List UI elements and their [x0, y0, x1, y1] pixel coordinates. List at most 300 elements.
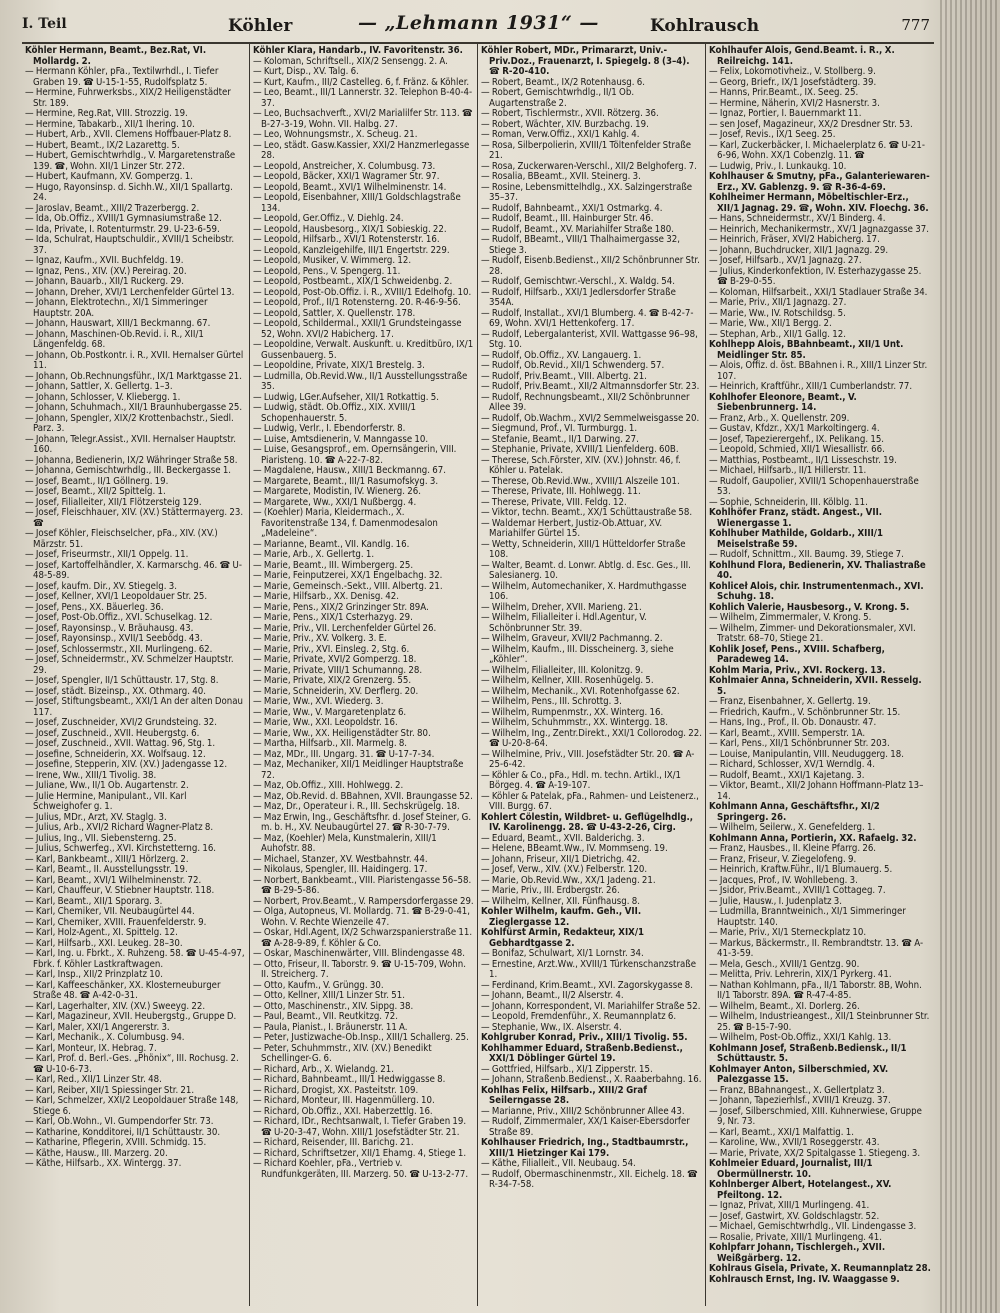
directory-entry: — Siegmund, Prof., VI. Turmburgg. 1.: [481, 423, 638, 434]
directory-entry: Kohlhuber Mathilde, Goldarb., XIII/1 Meiselstraße 59.: [709, 528, 883, 550]
directory-entry: — Johann, Beamt., II/2 Alserstr. 4.: [481, 990, 624, 1001]
directory-entry: — Leopold, Anstreicher, X. Columbusg. 73.: [253, 160, 436, 172]
directory-entry: — Karl, Maler, XXI/1 Angererstr. 3.: [25, 1021, 170, 1033]
directory-entry: — Ida, Schulrat, Hauptschuldir., XVIII/1 Scheibstr. 37.: [25, 234, 235, 256]
directory-entry: — Marie, Beamt., III. Wimbergerg. 25.: [253, 559, 414, 571]
directory-entry: — Hans, Ing., Prof., II. Ob. Donaustr. 47.: [709, 717, 877, 728]
directory-entry: — Karl, Monteur, IX. Hebrag. 7.: [25, 1042, 157, 1054]
directory-entry: — Karl, Holz-Agent., XI. Spittelg. 12.: [25, 927, 178, 938]
directory-entry: — Leopold, Schildermal., XXII/1 Grundsteingasse 52, Wohn. XVI/2 Habicherg. 17.: [253, 318, 462, 340]
directory-entry: — Rudolf, Eisenb.Bedienst., XII/2 Schönbrunner Str. 28.: [481, 255, 700, 277]
directory-entry: — Martha, Hilfsarb., XII. Marmelg. 8.: [253, 738, 408, 749]
directory-entry: Kohlfürst Armin, Redakteur, XIX/1 Gebhardtgasse 2.: [481, 927, 644, 949]
page-number: 777: [901, 16, 930, 34]
directory-entry: — Richard, Drogist, XX. Pasteitstr. 109.: [253, 1084, 419, 1096]
directory-entry: — Marie, Pens., XIX/2 Grinzinger Str. 89A.: [253, 601, 429, 613]
directory-entry: — Josef, Rayonsinsp., XVII/1 Seebödg. 43.: [25, 633, 203, 644]
directory-entry: — Johann, Ob.Postkontr. i. R., XVII. Hernalser Gürtel 11.: [25, 349, 244, 371]
directory-entry: — Wilhelm, Automechaniker, X. Hardmuthgasse 106.: [481, 580, 687, 602]
directory-entry: — Michael, Gemischtwrhdlg., VII. Lindengasse 3.: [709, 1221, 917, 1232]
directory-entry: — Melitta, Priv. Lehrerin, XIX/1 Pyrkerg. 41.: [709, 969, 892, 980]
directory-entry: — Richard, Monteur, III. Hagenmüllerg. 10.: [253, 1095, 435, 1106]
directory-entry: — Marie, Priv., XI/1 Sterneckplatz 10.: [709, 927, 867, 938]
directory-entry: Kohlgruber Konrad, Priv., XIII/1 Tivolig. 55.: [481, 1032, 688, 1043]
directory-entry: — Karl, Beamt., XXI/1 Malfattig. 1.: [709, 1126, 854, 1138]
directory-entry: — Hubert, Gemischtwrhdlg., V. Margaretenstraße 139. ☎, Wohn. XII/1 Linzer Str. 272.: [25, 150, 236, 172]
directory-entry: — Maz, (Koehler) Mela, Kunstmalerin, XIII/1 Auhofstr. 88.: [253, 832, 437, 854]
directory-entry: Kohlmaier Anna, Schneiderin, XVII. Resselg. 5.: [709, 675, 922, 697]
directory-entry: — Otto, Maschinenstr., XIV. Sippg. 38.: [253, 1000, 414, 1012]
directory-entry: — Peter, Justizwache-Ob.Insp., XIII/1 Schallerg. 25.: [253, 1032, 469, 1043]
column-2: [250, 44, 478, 1306]
directory-entry: Kohlhauser & Smutny, pFa., Galanteriewaren-Erz., XV. Gablenzg. 9. ☎ R-36-4-69.: [709, 171, 930, 193]
directory-entry: — Felix, Lokomotivheiz., V. Stollberg. 9.: [709, 66, 876, 77]
directory-entry: — Marie, Ww., XII/1 Bergg. 2.: [709, 318, 832, 329]
directory-entry: Köhler Hermann, Beamt., Bez.Rat, VI. Mollardg. 2.: [25, 45, 207, 67]
directory-entry: — Johann, Friseur, XII/1 Dietrichg. 42.: [481, 853, 641, 865]
directory-entry: — Rudolf, Priv.Beamt., XII/2 Altmannsdorfer Str. 23.: [481, 381, 700, 392]
directory-entry: — Josef, Schlossermstr., XII. Murlingeng. 62.: [25, 643, 213, 655]
directory-entry: — Franz, BBahnangest., X. Gellertplatz 3.: [709, 1084, 885, 1096]
directory-entry: — Richard, Schriftsetzer, XII/1 Ehamg. 4, Stiege 1.: [253, 1147, 467, 1159]
directory-entry: — Luise, Gesangsprof., em. Opernsängerin, VIII. Piaristeng. 10. ☎ A-22-7-82.: [253, 444, 457, 466]
directory-entry: — Karl, Schmelzer, XXI/2 Leopoldauer Straße 148, Stiege 6.: [25, 1095, 239, 1117]
directory-entry: — Leopold, Schmied, XII/1 Wiesallistr. 66.: [709, 444, 885, 455]
directory-entry: — Katharine, Pflegerin, XVIII. Schmidg. 15.: [25, 1137, 207, 1148]
directory-entry: — Hans, Schneidermstr., XV/1 Binderg. 4.: [709, 213, 886, 224]
directory-entry: — Mela, Gesch., XVIII/1 Gentzg. 90.: [709, 958, 860, 970]
directory-entry: — Marie, Ob.Revid.Ww., XX/1 Jadeng. 21.: [481, 874, 656, 886]
directory-entry: — Rudolf, Beamt., XV. Mariahilfer Straße 180.: [481, 223, 674, 235]
directory-entry: — Ludwig, Verlr., I. Ebendorferstr. 8.: [253, 423, 406, 434]
directory-entry: — Otto, Friseur, II. Taborstr. 9. ☎ U-15-709, Wohn. II. Streicherg. 7.: [253, 958, 466, 980]
directory-entry: — Wilhelm, Filialleiter, III. Kolonitzg. 9.: [481, 664, 644, 676]
directory-entry: — Johann, Korrespondent, VI. Mariahilfer Straße 52.: [481, 1000, 701, 1012]
column-4: [706, 44, 934, 1306]
directory-entry: Kohlmann Josef, Straßenb.Bediensk., II/1 Schüttaustr. 5.: [709, 1042, 907, 1064]
directory-entry: — Leopold, Postbeamt., XIX/1 Schweidenbg. 2.: [253, 276, 453, 287]
directory-entry: — Leopold, Bäcker, XXI/1 Wagramer Str. 97.: [253, 171, 440, 182]
directory-entry: — Hermine, Tabakarb., XII/1 Ihering. 10.: [25, 118, 195, 130]
directory-entry: — Karl, Chemiker, XVIII. Frauenfelderstr. 9.: [25, 916, 207, 928]
directory-entry: — Karl, Beamt., XII/1 Sporarg. 3.: [25, 895, 163, 907]
directory-entry: — Johann, Tapezierhlsf., XVIII/1 Kreuzg. 37.: [709, 1095, 891, 1106]
directory-entry: — Johann, Elektrotechn., XI/1 Simmeringer Hauptstr. 20A.: [25, 297, 208, 319]
directory-entry: — Eduard, Beamt., XVII. Balderichg. 3.: [481, 832, 645, 844]
directory-entry: — Wilhelm, Kellner, XII. Fünfhausg. 8.: [481, 895, 640, 907]
directory-entry: — Marie, Priv., III. Erdbergstr. 26.: [481, 885, 620, 896]
directory-entry: — Maz, Ob.Revid. d. BBahnen, XVII. Braungasse 52.: [253, 790, 473, 802]
directory-entry: Kohlrausch Ernst, Ing. IV. Waaggasse 9.: [709, 1273, 900, 1285]
directory-entry: — Rudolf, Priv.Beamt., VIII. Albertg. 21.: [481, 370, 647, 382]
directory-entry: — Josef, Beamt., XII/2 Spittelg. 1.: [25, 486, 166, 497]
directory-entry: — Marie, Gemeinsch.-Sekt., VIII. Albertg. 21.: [253, 580, 443, 592]
directory-entry: — Matthias, Postbeamt., II/1 Lisseschstr. 19.: [709, 454, 897, 466]
directory-entry: — Wilhelm, Schuhmmstr., XX. Wintergg. 18.: [481, 717, 669, 728]
directory-entry: — Leopoldine, Private, XIX/1 Brestelg. 3.: [253, 360, 425, 371]
directory-entry: — Karl, Red., XII/1 Linzer Str. 48.: [25, 1074, 162, 1085]
directory-entry: Kohlhofer Eleonore, Beamt., V. Siebenbrunnerg. 14.: [709, 391, 857, 413]
directory-entry: — Leopold, Post-Ob.Offiz. i. R., XVIII/1 Edelhofg. 10.: [253, 286, 472, 298]
directory-entry: — Leo, städt. Gasw.Kassier, XXI/2 Hanzmerlegasse 28.: [253, 139, 470, 161]
directory-entry: Kohlmann Anna, Portierin, XX. Rafaelg. 32.: [709, 832, 917, 844]
directory-entry: Kohliceł Alois, chir. Instrumentenmach., XVI. Schuhg. 18.: [709, 580, 924, 602]
directory-entry: — Stephan, Arb., XII/1 Gallg. 12.: [709, 328, 846, 340]
directory-entry: — Karl, Magazineur, XVII. Heubergstg., Gruppe D.: [25, 1011, 237, 1022]
directory-entry: — Roman, Verw.Offiz., XXI/1 Kahlg. 4.: [481, 129, 640, 140]
directory-entry: — Leopold, Ger.Offiz., V. Diehlg. 24.: [253, 213, 404, 224]
directory-entry: — Ferdinand, Krim.Beamt., XVI. Zagorskygasse 8.: [481, 979, 694, 991]
directory-entry: — Viktor, techn. Beamt., XX/1 Schüttaustraße 58.: [481, 507, 693, 518]
directory-entry: — Marie, Priv., XV. Volkerg. 3. E.: [253, 633, 387, 644]
directory-entry: — Ida, Private, I. Rotenturmstr. 29. U-23-6-59.: [25, 223, 220, 235]
directory-entry: — Leopold, Eisenbahner, XIII/1 Goldschlagstraße 134.: [253, 192, 461, 214]
directory-entry: — Wilhelm, Zimmer- und Dekorationsmaler, XVI. Tratstr. 68–70, Stiege 21.: [709, 622, 916, 644]
directory-entry: — Julius, Arb., XVI/2 Richard Wagner-Platz 8.: [25, 822, 214, 833]
directory-entry: — Bonifaz, Schulwart, XI/1 Lornstr. 34.: [481, 948, 644, 959]
directory-entry: — Rudolf, Beamt., XXI/1 Kajetang. 3.: [709, 769, 865, 781]
directory-entry: — Rudolf, Rechnungsbeamt., XII/2 Schönbrunner Allee 39.: [481, 391, 690, 413]
directory-entry: — Maz, MDr., III. Ungarg. 31. ☎ U-17-7-34.: [253, 748, 435, 760]
directory-entry: — Therese, Private, VIII. Feldg. 12.: [481, 496, 627, 508]
directory-entry: — Marie, Priv., VII. Lerchenfelder Gürtel 26.: [253, 622, 437, 634]
directory-entry: — Josef, Kartoffelhändler, X. Karmarschg. 46. ☎ U-48-5-89.: [25, 559, 242, 581]
directory-entry: — Heinrich, Mechanikermstr., XV/1 Jagnazgasse 37.: [709, 223, 929, 235]
first-entry-name: Köhler: [228, 16, 293, 36]
directory-entry: — Maz, Mechaniker, XII/1 Meidlinger Hauptstraße 72.: [253, 759, 464, 781]
directory-entry: — Ludmilla, Ob.Revid.Ww., II/1 Ausstellungsstraße 35.: [253, 370, 468, 392]
directory-entry: — Marie, Private, XX/2 Spitalgasse 1. Stiegeng. 3.: [709, 1147, 921, 1159]
directory-entry: — Karl, Hilfsarb., XXI. Leukeg. 28–30.: [25, 937, 183, 949]
directory-entry: — Johann, Buchdrucker, XII/1 Jagnazg. 29.: [709, 244, 889, 256]
directory-entry: — Robert, Gemischtwrhdlg., II/1 Ob. Augartenstraße 2.: [481, 87, 635, 109]
directory-entry: — Koloman, Schriftsell., XIX/2 Sensengg. 2. A.: [253, 55, 448, 67]
directory-entry: — Therese, Private, III. Hohlwegg. 11.: [481, 486, 641, 497]
directory-entry: — Marianne, Beamt., VII. Kandlg. 16.: [253, 538, 410, 550]
directory-entry: — Hubert, Arb., XVII. Clemens Hoffbauer-Platz 8.: [25, 129, 232, 140]
directory-entry: — Wilhelm, Rumpenmstr., XX. Winterg. 16.: [481, 706, 664, 718]
directory-entry: Kohlhund Flora, Bedienerin, XV. Thaliastraße 40.: [709, 559, 926, 581]
directory-entry: — Gottfried, Hilfsarb., XI/1 Zipperstr. 15.: [481, 1063, 653, 1075]
directory-entry: — Josef, Kellner, XVI/1 Leopoldauer Str. 25.: [25, 591, 208, 602]
directory-entry: — Josef Köhler, Fleischselcher, pFa., XIV. (XV.) Märzstr. 51.: [25, 528, 218, 550]
directory-entry: — Johann, Spengler, XIX/2 Krottenbachstr., Siedl. Parz. 3.: [25, 412, 234, 434]
directory-entry: — Josef, Schneidermstr., XV. Schmelzer Hauptstr. 29.: [25, 654, 234, 676]
directory-entry: — Ignaz, Portier, I. Bauernmarkt 11.: [709, 108, 862, 119]
directory-entry: — Maz Erwin, Ing., Geschäftsfhr. d. Josef Steiner, G. m. b. H., XV. Neubaugürtel 27. ☎ R-30-7-79.: [253, 811, 472, 833]
directory-entry: — Käthe, Hilfsarb., XX. Wintergg. 37.: [25, 1158, 182, 1169]
directory-entry: — Leo, Beamt., III/1 Lannerstr. 32. Telephon B-40-4-37.: [253, 87, 473, 109]
directory-entry: — Käthe, Filialleit., VII. Neubaug. 54.: [481, 1158, 636, 1169]
directory-entry: — Wilhelm, Industrieangest., XII/1 Steinbrunner Str. 25. ☎ B-15-7-90.: [709, 1011, 930, 1033]
directory-entry: — Rudolf, Hilfsarb., XXI/1 Jedlersdorfer Straße 354A.: [481, 286, 676, 308]
directory-entry: — Nikolaus, Spengler, III. Haidingerg. 17.: [253, 864, 428, 875]
directory-entry: — Wilhelm, Ing., Zentr.Direkt., XXI/1 Collorodog. 22. ☎ U-20-8-64.: [481, 727, 703, 749]
directory-entry: — Georg, Briefr., IX/1 Josefstädterg. 39.: [709, 76, 877, 88]
directory-entry: — Marie, Ww., XXI. Leopoldstr. 16.: [253, 717, 398, 728]
directory-entry: — Leopoldine, Verwalt. Auskunft. u. Kreditbüro, IX/1 Gussenbauerg. 5.: [253, 339, 474, 361]
directory-entry: — Ignaz, Privat, XIII/1 Murlingeng. 41.: [709, 1200, 870, 1211]
directory-entry: — Wilhelm, Zimmermaler, V. Krong. 5.: [709, 612, 872, 623]
directory-entry: — Wilhelmine, Priv., VIII. Josefstädter Str. 20. ☎ A-25-6-42.: [481, 748, 695, 770]
directory-entry: — Paul, Beamt., VII. Reutkitzg. 72.: [253, 1011, 399, 1022]
directory-entry: — Josef, Stiftungsbeamt., XXI/1 An der alten Donau 117.: [25, 696, 243, 718]
directory-entry: — Karl, Reiber, XII/1 Spiessinger Str. 21.: [25, 1084, 195, 1096]
directory-entry: Kohlhepp Alois, BBahnbeamt., XII/1 Unt. Meidlinger Str. 85.: [709, 339, 904, 361]
directory-entry: — Louise, Manipulantin, VIII. Neuduggerg. 18.: [709, 748, 904, 760]
directory-entry: — Kurt, Kaufm., III/2 Castelleg. 6, f. Fränz. & Köhler.: [253, 76, 470, 88]
directory-entry: — Katharine, Kondditorei, II/1 Schüttaustr. 30.: [25, 1126, 221, 1138]
directory-entry: — Josef, Gastwirt, XV. Goldschlagstr. 52.: [709, 1210, 880, 1222]
column-1: [22, 44, 250, 1306]
directory-entry: — Olga, Autopneus, VI. Mollardg. 71. ☎ B-29-0-41, Wohn. V. Rechte Wienzeile 47.: [253, 906, 471, 928]
directory-entry: — Josef, städt. Bizeinsp., XX. Othmarg. 40.: [25, 685, 206, 697]
directory-entry: — Marie, Ww., XVI. Wiederg. 3.: [253, 696, 384, 707]
directory-entry: — Leopold, Pens., V. Spengerg. 11.: [253, 265, 401, 277]
directory-entry: — Karl, Ing. u. Fbrkt., X. Ruhzeng. 58. ☎ U-45-4-97, Fbrk. f. Köhler Lastkraftwagen.: [25, 948, 245, 970]
directory-entry: Kohlmeier Eduard, Journalist, III/1 Obermüllnerstr. 10.: [709, 1158, 873, 1180]
directory-entry: — Wilhelm, Post-Ob.Offiz., XXI/1 Kahlg. 13.: [709, 1032, 892, 1043]
directory-entry: — Marie, Private, XVI/2 Gomperzg. 18.: [253, 654, 417, 665]
directory-entry: — Josef, Filialleiter, XII/1 Flötzersteig 129.: [25, 496, 202, 508]
directory-title: — „Lehmann 1931“ —: [358, 12, 599, 34]
directory-entry: Kohlnberger Albert, Hotelangest., XV. Pfeiltong. 12.: [709, 1179, 892, 1201]
directory-entry: — Wilhelm, Beamt., XI. Dorlerg. 26.: [709, 1000, 860, 1012]
directory-entry: — Hermine, Näherin, XVI/2 Hasnerstr. 3.: [709, 97, 880, 109]
directory-entry: — Karl, Kaffeeschänker, XX. Klosterneuburger Straße 48. ☎ A-42-0-31.: [25, 979, 221, 1001]
directory-entry: — Karl, Beamt., XVI/1 Wilhelminenstr. 72.: [25, 874, 202, 886]
directory-entry: — Johann, Straßenb.Bedienst., X. Raaberbahng. 16.: [481, 1074, 702, 1085]
directory-entry: — Stephanie, Private, XVIII/1 Lienfelderg. 60B.: [481, 444, 679, 455]
directory-entry: — Julie Hermine, Manipulant., VII. Karl Schweighofer g. 1.: [25, 790, 187, 812]
directory-entry: — Ernestine, Arzt.Ww., XVIII/1 Türkenschanzstraße 1.: [481, 958, 697, 980]
directory-entry: Kohlheimer Hermann, Möbeltischler-Erz., XII/1 Jagnag. 29. ☎, Wohn. XIV. Floechg. 36.: [709, 192, 929, 214]
directory-entry: — Ludwig, LGer.Aufseher, XII/1 Rotkattig. 5.: [253, 391, 439, 403]
directory-entry: — Waldemar Herbert, Justiz-Ob.Attuar, XV. Mariahilfer Gürtel 15.: [481, 517, 663, 539]
directory-entry: — Rudolf, BBeamt., VIII/1 Thalhaimergasse 32, Stiege 3.: [481, 234, 680, 256]
directory-entry: — Hugo, Rayonsinsp. d. Sichh.W., XII/1 Spallartg. 24.: [25, 181, 233, 203]
directory-entry: — Heinrich, Fräser, XVI/2 Habicherg. 17.: [709, 234, 880, 245]
directory-entry: — Viktor, Beamt., XII/2 Johann Hoffmann-Platz 13–14.: [709, 780, 924, 802]
directory-entry: — Richard, IDr., Rechtsanwalt, I. Tiefer Graben 19. ☎ U-20-3-47, Wohn. XIII/1 Josefstädter Str. 21.: [253, 1116, 467, 1138]
directory-entry: — Josef, Zuschneid., XVII. Heubergstg. 6.: [25, 727, 200, 739]
directory-entry: — Otto, Kaufm., V. Grüngg. 30.: [253, 979, 384, 991]
directory-entry: — Josef, Pens., XX. Bäuerleg. 36.: [25, 601, 164, 613]
directory-entry: — Leo, Buchsachverft., XVI/2 Marialilfer Str. 113. ☎ B-27-3-19, Wohn. VII. Halbg. 27.: [253, 108, 473, 130]
directory-entry: — Rudolf, Zimmermaler, XX/1 Kaiser-Ebersdorfer Straße 89.: [481, 1116, 690, 1138]
directory-entry: — Hanns, Prir.Beamt., IX. Seeg. 25.: [709, 87, 859, 98]
directory-entry: — Leopold, Prof., II/1 Rotensterng. 20. R-46-9-56.: [253, 297, 461, 308]
directory-entry: — Rudolf, Beamt., III. Hainburger Str. 46.: [481, 213, 654, 224]
directory-entry: — Rosa, Silberpolierin, XVIII/1 Töltenfelder Straße 21.: [481, 139, 692, 161]
directory-entry: — Jacques, Prof., IV. Wohllebeng. 3.: [709, 874, 858, 886]
directory-entry: — Marie, Feinputzerei, XX/1 Engelbachg. 32.: [253, 570, 443, 581]
directory-entry: — Johann, Sattler, X. Gellertg. 1–3.: [25, 381, 173, 392]
directory-entry: — Julius, MDr., Arzt, XV. Staglg. 3.: [25, 811, 167, 823]
directory-entry: — Marianne, Priv., XIII/2 Schönbrunner Allee 43.: [481, 1105, 685, 1117]
directory-entry: — Rudolf, Ob.Revid., XII/1 Schwenderg. 57.: [481, 360, 665, 371]
directory-entry: — Ludwig, Priv., I. Lunkaukg. 10.: [709, 160, 847, 172]
directory-entry: — Josef, Beamt., II/1 Göllnerg. 19.: [25, 475, 169, 487]
directory-entry: — Johann, Schuhmach., XII/1 Braunhubergasse 25.: [25, 402, 243, 413]
directory-entry: — Marie, Private, VIII/1 Schumanng. 28.: [253, 664, 423, 676]
directory-entry: — Wilhelm, Seilerw., X. Genefelderg. 1.: [709, 822, 876, 833]
directory-entry: — Jsidor, Priv.Beamt., XVIII/1 Cottageg. 7.: [709, 885, 886, 896]
directory-entry: — Gustav, Kfdzr., XX/1 Markoltingerg. 4.: [709, 423, 880, 434]
directory-entry: — Josef, Spengler, II/1 Schüttaustr. 17, Stg. 8.: [25, 675, 219, 686]
directory-entry: — Wetty, Schneiderin, XIII/1 Hütteldorfer Straße 108.: [481, 538, 686, 560]
directory-entry: — Rudolf, Bahnbeamt., XXI/1 Ostmarkg. 4.: [481, 202, 663, 214]
directory-entry: — Josef, Post-Ob.Offiz., XVI. Schuselkag. 12.: [25, 612, 213, 623]
directory-entry: — Markus, Bäckermstr., II. Rembrandtstr. 13. ☎ A-41-3-59.: [709, 937, 924, 959]
directory-entry: — Josef, Rayonsinsp., V. Bräuhausg. 43.: [25, 622, 194, 634]
directory-entry: — Marie, Ww., XX. Heiligenstädter Str. 80.: [253, 727, 431, 739]
directory-entry: — Hubert, Beamt., IX/2 Lazarettg. 5.: [25, 139, 180, 151]
directory-entry: — Wilhelm, Pens., III. Schrottg. 3.: [481, 696, 622, 707]
directory-entry: — Karl, Lagerhalter, XIV. (XV.) Sweeyg. 22.: [25, 1000, 206, 1012]
directory-entry: — Therese, Ob.Revid.Ww., XVIII/1 Alszeile 101.: [481, 475, 680, 487]
directory-entry: — Kurt, Disp., XV. Talg. 6.: [253, 66, 359, 77]
directory-entry: — Therese, Sch.Förster, XIV. (XV.) Johnstr. 46, f. Köhler u. Patelak.: [481, 454, 681, 476]
directory-entry: — Marie, Arb., X. Gellertg. 1.: [253, 549, 375, 560]
directory-entry: — Alois, Offiz. d. öst. BBahnen i. R., XIII/1 Linzer Str. 107.: [709, 360, 928, 382]
directory-entry: — Karl, Beamt., II. Ausstellungsstr. 19.: [25, 864, 188, 875]
directory-entry: — Michael, Stanzer, XV. Westbahnstr. 44.: [253, 853, 428, 865]
directory-entry: — Margarete, Beamt., III/1 Rasumofskyg. 3.: [253, 475, 439, 487]
directory-entry: — Hermine, Reg.Rat, VIII. Strozzig. 19.: [25, 108, 188, 119]
directory-entry: — Rudolf, Lebergalanterist, XVII. Wattgasse 96–98, Stg. 10.: [481, 328, 698, 350]
directory-entry: — Leopold, Hausbesorg., XIX/1 Sobieskig. 22.: [253, 223, 447, 235]
directory-entry: — Wilhelm, Kellner, XIII. Rosenhügelg. 5.: [481, 675, 654, 686]
last-entry-name: Kohlrausch: [650, 16, 760, 36]
directory-entry: — Helene, BBeamt.Ww., IV. Mommseng. 19.: [481, 843, 668, 854]
directory-entry: — Josefine, Schneiderin, XX. Wolfsaug. 12.: [25, 748, 206, 760]
directory-entry: — Rosine, Lebensmittelhdlg., XX. Salzingerstraße 35–37.: [481, 181, 693, 203]
directory-entry: — Julius, Ing., VII. Siebensterng. 25.: [25, 832, 177, 844]
directory-entry: — Norbert, Bankbeamt., VIII. Piaristengasse 56–58. ☎ B-29-5-86.: [253, 874, 472, 896]
directory-entry: — Johann, Dreher, XVI/1 Lerchenfelder Gürtel 13.: [25, 286, 235, 298]
directory-entry: — Leopold, Sattler, X. Quellenstr. 178.: [253, 307, 416, 319]
directory-entry: — Karoline, Ww., XVII/1 Roseggerstr. 43.: [709, 1137, 880, 1148]
directory-entry: — Juliane, Ww., II/1 Ob. Augartenstr. 2.: [25, 780, 189, 791]
directory-entry: — Heinrich, Kraftführ., XIII/1 Cumberlandstr. 77.: [709, 381, 913, 392]
directory-entry: — Franz, Arb., X. Quellenstr. 209.: [709, 412, 850, 424]
directory-entry: Kohlhöfer Franz, städt. Angest., VII. Wienergasse 1.: [709, 507, 883, 529]
directory-entry: Kohlhaufer Alois, Gend.Beamt. i. R., X. Reilreichg. 141.: [709, 45, 895, 67]
directory-entry: — Magdalene, Hausw., XIII/1 Beckmanng. 67.: [253, 465, 446, 476]
directory-entry: — Franz, Eisenbahner, X. Gellertg. 19.: [709, 696, 871, 707]
directory-entry: — Josef, Silberschmied, XIII. Kuhnerwiese, Gruppe 9, Nr. 73.: [709, 1105, 922, 1127]
directory-entry: — Karl, Prof. d. Berl.-Ges. „Phönix“, III. Rochusg. 2. ☎ U-10-6-73.: [25, 1053, 239, 1075]
directory-entry: — Richard, Arb., X. Wielandg. 21.: [253, 1063, 395, 1075]
directory-entry: — Marie, Pens., XIX/1 Csterhazyg. 29.: [253, 612, 413, 623]
directory-entry: — Johanna, Bedienerin, IX/2 Währinger Straße 58.: [25, 454, 238, 466]
directory-entry: — Käthe, Hausw., III. Marzerg. 20.: [25, 1147, 168, 1159]
directory-entry: — Wilhelm, Filialleiter i. Hdl.Agentur, V. Schönbrunner Str. 39.: [481, 612, 647, 634]
directory-entry: — Karl, Bankbeamt., XIII/1 Hörlzerg. 2.: [25, 853, 189, 865]
directory-entry: — Josefine, Stepperin, XIV. (XV.) Jadengasse 12.: [25, 759, 228, 770]
directory-entry: — Leopold, Hilfsarb., XVI/1 Rotensterstr. 16.: [253, 234, 440, 245]
directory-entry: Kohlhammer Eduard, Straßenb.Bedienst., XXI/1 Döblinger Gürtel 19.: [481, 1042, 683, 1064]
directory-entry: — Josef, Verw., XIV. (XV.) Felberstr. 120.: [481, 864, 648, 875]
section-label: I. Teil: [22, 16, 67, 32]
directory-entry: — Julius, Schwerfeg., XVI. Kirchstetterng. 16.: [25, 843, 217, 854]
directory-entry: — Ludmilla, Branntweinich., XI/1 Simmeringer Hauptstr. 140.: [709, 906, 906, 928]
directory-entry: — Leo, Wohnungsmstr., X. Scheug. 21.: [253, 129, 418, 140]
directory-entry: Kohlik Josef, Pens., XVIII. Schafberg, Paradeweg 14.: [709, 643, 885, 665]
directory-entry: — Norbert, Prov.Beamt., V. Rampersdorfergasse 29.: [253, 895, 474, 907]
directory-entry: Kohlraus Gisela, Private, X. Reumannplatz 28.: [709, 1263, 931, 1274]
column-3: [478, 44, 706, 1306]
directory-entry: — Wilhelm, Graveur, XVII/2 Pachmanng. 2.: [481, 633, 663, 644]
directory-entry: — Marie, Ww., V. Margaretenplatz 6.: [253, 706, 407, 718]
directory-entry: — Luise, Amtsdienerin, V. Manngasse 10.: [253, 433, 429, 445]
directory-entry: — Irene, Ww., XIII/1 Tivolig. 38.: [25, 769, 157, 781]
directory-entry: Kohlhauser Friedrich, Ing., Stadtbaumrstr., XIII/1 Hietzinger Kai 179.: [481, 1137, 689, 1159]
directory-entry: — Koloman, Hilfsarbeit., XXI/1 Stadlauer Straße 34.: [709, 286, 928, 298]
directory-entry: — Johann, Hauswart, XIII/1 Beckmanng. 67.: [25, 318, 211, 329]
directory-entry: Kohlert Cölestin, Wildbret- u. Geflügelhdlg., IV. Karolinengg. 28. ☎ U-43-2-26, Cirg.: [481, 811, 694, 833]
directory-entry: — Rudolf, Gaupolier, XVIII/1 Schopenhauerstraße 53.: [709, 475, 919, 497]
directory-entry: — Margarete, Ww., XXI/1 Nußbergg. 4.: [253, 496, 417, 508]
directory-entry: — Leopold, Kanzleigehilfe, III/1 Engertstr. 229.: [253, 244, 450, 256]
directory-entry: — Maz, Ob.Offiz., XIII. Hohlwegg. 2.: [253, 780, 404, 791]
directory-entry: Kohlmayer Anton, Silberschmied, XV. Palezgasse 15.: [709, 1063, 889, 1085]
directory-entry: — Robert, Beamt., IX/2 Rotenhausg. 6.: [481, 76, 645, 88]
directory-entry: — Johann, Bauarb., XII/1 Ruckerg. 29.: [25, 276, 185, 287]
directory-entry: — Nathan Kohlmann, pFa., II/1 Taborstr. 8B, Wohn. II/1 Taborstr. 89A. ☎ R-47-4-85.: [709, 979, 922, 1001]
directory-entry: — Karl, Zuckerbäcker, I. Michaelerplatz 6. ☎ U-21-6-96, Wohn. XX/1 Cobenzlg. 11. ☎: [709, 139, 925, 161]
directory-entry: — Marie, Priv., XII/1 Jagnazg. 27.: [709, 297, 847, 308]
directory-entry: — Rudolf, Installat., XVI/1 Blumberg. 4. ☎ B-42-7-69, Wohn. XVI/1 Hettenkoferg. 17.: [481, 307, 694, 329]
directory-entry: — Oskar, Maschinenwärter, VIII. Blindengasse 48.: [253, 948, 466, 959]
directory-entry: Kohlhas Felix, Hilfsarb., XIII/2 Graf Seilerngasse 28.: [481, 1084, 647, 1106]
directory-entry: — Franz, Hausbes., II. Kleine Pfarrg. 26.: [709, 843, 877, 854]
directory-entry: — Maz, Dr., Operateur i. R., III. Sechskrügelg. 18.: [253, 801, 460, 812]
directory-entry: — Paula, Pianist., I. Bräunerstr. 11 A.: [253, 1021, 408, 1033]
directory-entry: — Franz, Friseur, V. Ziegelofeng. 9.: [709, 853, 857, 865]
page-edge-shadow: [940, 0, 1000, 1313]
directory-entry: — Josef, Zuschneider, XVI/2 Grundsteing. 32.: [25, 717, 218, 728]
directory-entry: — Ludwig, städt. Ob.Offiz., XIX. XVIII/1 Schopenhauerstr. 5.: [253, 402, 416, 424]
directory-entry: — Wilhelm, Kaufm., III. Disscheinerg. 3, siehe „Köhler“.: [481, 643, 674, 665]
directory-entry: — Karl, Pens., XII/1 Schönbrunner Str. 203.: [709, 738, 890, 749]
directory-entry: — Leopold, Musiker, V. Wimmerg. 12.: [253, 255, 412, 266]
directory-entry: — Karl, Chauffeur, V. Stiebner Hauptstr. 118.: [25, 885, 215, 896]
directory-entry: — Wilhelm, Mechanik., XVI. Rotenhofgasse 62.: [481, 685, 680, 697]
directory-entry: Köhler Klara, Handarb., IV. Favoritenstr. 36.: [253, 45, 463, 56]
directory-entry: — Johann, Ob.Rechnungsführ., IX/1 Marktgasse 21.: [25, 370, 243, 382]
directory-entry: — Josef, Tapezierergehf., IX. Pelikang. 15.: [709, 433, 885, 445]
directory-entry: — Karl, Beamt., XVIII. Semperstr. 1A.: [709, 727, 866, 739]
directory-entry: — Marie, Private, XIX/2 Grenzerg. 55.: [253, 675, 412, 686]
directory-entry: — Ignaz, Kaufm., XVII. Buchfeldg. 19.: [25, 255, 184, 266]
directory-entry: — Richard, Bahnbeamt., III/1 Hedwiggasse 8.: [253, 1074, 446, 1085]
directory-entry: — Richard Koehler, pFa., Vertrieb v. Rundfunkgeräten, III. Marzerg. 50. ☎ U-13-2-77.: [253, 1158, 469, 1180]
directory-entry: — Oskar, Hdl.Agent, IX/2 Schwarzspanierstraße 11. ☎ A-28-9-89, f. Köhler & Co.: [253, 927, 473, 949]
directory-entry: Kohlich Valerie, Hausbesorg., V. Krong. 5.: [709, 601, 910, 613]
directory-entry: — Heinrich, Kraftw.Führ., II/1 Blumauerg. 5.: [709, 864, 893, 875]
directory-entry: — Rosa, Zuckerwaren-Verschl., XII/2 Belghoferg. 7.: [481, 160, 697, 172]
directory-entry: — Karl, Insp., XII/2 Prinzplatz 10.: [25, 969, 163, 980]
directory-entry: — Johann, Schlosser, V. Kliebergg. 1.: [25, 391, 181, 403]
directory-entry: — Hubert, Kaufmann, XV. Gomperzg. 1.: [25, 171, 193, 182]
directory-entry: — (Koehler) Maria, Kleidermach., X. Favoritenstraße 134, f. Damenmodesalon „Madeleine“.: [253, 507, 438, 539]
directory-entry: — Rudolf, Gemischtwr.-Verschl., X. Waldg. 54.: [481, 276, 676, 287]
directory-entry: — Rudolf, Schnittm., XII. Baumg. 39, Stiege 7.: [709, 549, 904, 560]
directory-entry: — sen Josef, Magazineur, XX/2 Dresdner Str. 53.: [709, 118, 913, 130]
entry-columns: [22, 44, 934, 1306]
